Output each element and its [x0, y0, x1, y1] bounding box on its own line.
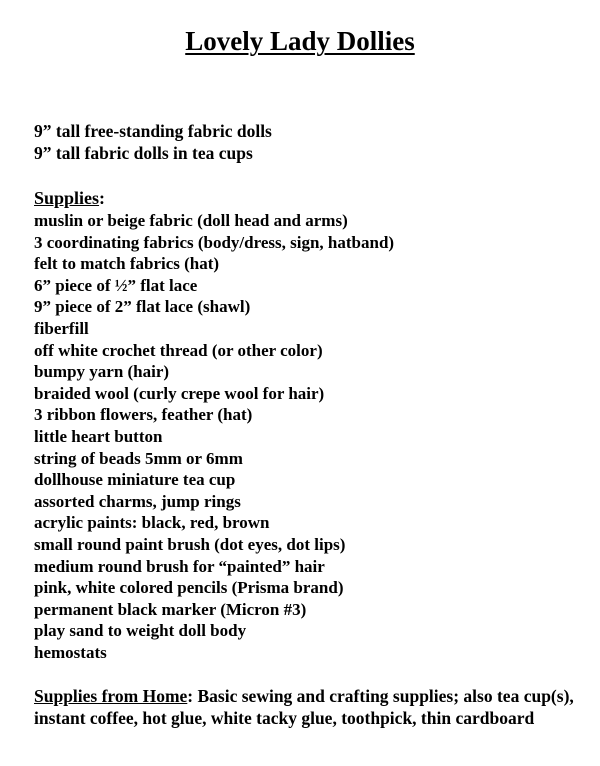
supply-item: assorted charms, jump rings — [34, 491, 241, 511]
supplies-heading-colon: : — [99, 188, 106, 208]
supply-item: small round paint brush (dot eyes, dot lips) — [34, 534, 346, 554]
supply-item: bumpy yarn (hair) — [34, 362, 170, 382]
supply-item: little heart button — [34, 426, 163, 446]
supply-item: fiberfill — [34, 318, 89, 338]
supply-item: hemostats — [34, 642, 107, 662]
supply-item: pink, white colored pencils (Prisma brand) — [34, 578, 344, 598]
supply-item: 3 ribbon flowers, feather (hat) — [34, 405, 253, 425]
intro-line: 9” tall fabric dolls in tea cups — [34, 143, 253, 163]
supplies-from-home-text: : Basic sewing and crafting supplies; also tea cup(s), instant coffee, hot glue, white tacky glue, toothpick, thin cardboard — [34, 686, 574, 728]
page-title: Lovely Lady Dollies — [185, 26, 415, 56]
supply-item: off white crochet thread (or other color) — [34, 340, 323, 360]
supply-item: medium round brush for “painted” hair — [34, 556, 325, 576]
supply-item: dollhouse miniature tea cup — [34, 470, 236, 490]
supply-item: string of beads 5mm or 6mm — [34, 448, 243, 468]
supplies-heading-label: Supplies — [34, 188, 100, 208]
supply-item: acrylic paints: black, red, brown — [34, 513, 270, 533]
supply-item: 9” piece of 2” flat lace (shawl) — [34, 297, 251, 317]
intro-line: 9” tall free-standing fabric dolls — [34, 121, 272, 141]
supply-item: braided wool (curly crepe wool for hair) — [34, 383, 325, 403]
supplies-list — [34, 210, 394, 663]
supplies-heading — [34, 187, 105, 209]
supply-item: felt to match fabrics (hat) — [34, 254, 220, 274]
intro-list — [34, 120, 272, 164]
supply-item: 6” piece of ½” flat lace — [34, 275, 198, 295]
supply-item: permanent black marker (Micron #3) — [34, 599, 307, 619]
supply-item: muslin or beige fabric (doll head and arms) — [34, 211, 348, 230]
supplies-from-home — [34, 685, 574, 729]
supply-item: play sand to weight doll body — [34, 621, 247, 641]
supply-item: 3 coordinating fabrics (body/dress, sign, hatband) — [34, 232, 395, 252]
supplies-from-home-label: Supplies from Home — [34, 686, 188, 706]
